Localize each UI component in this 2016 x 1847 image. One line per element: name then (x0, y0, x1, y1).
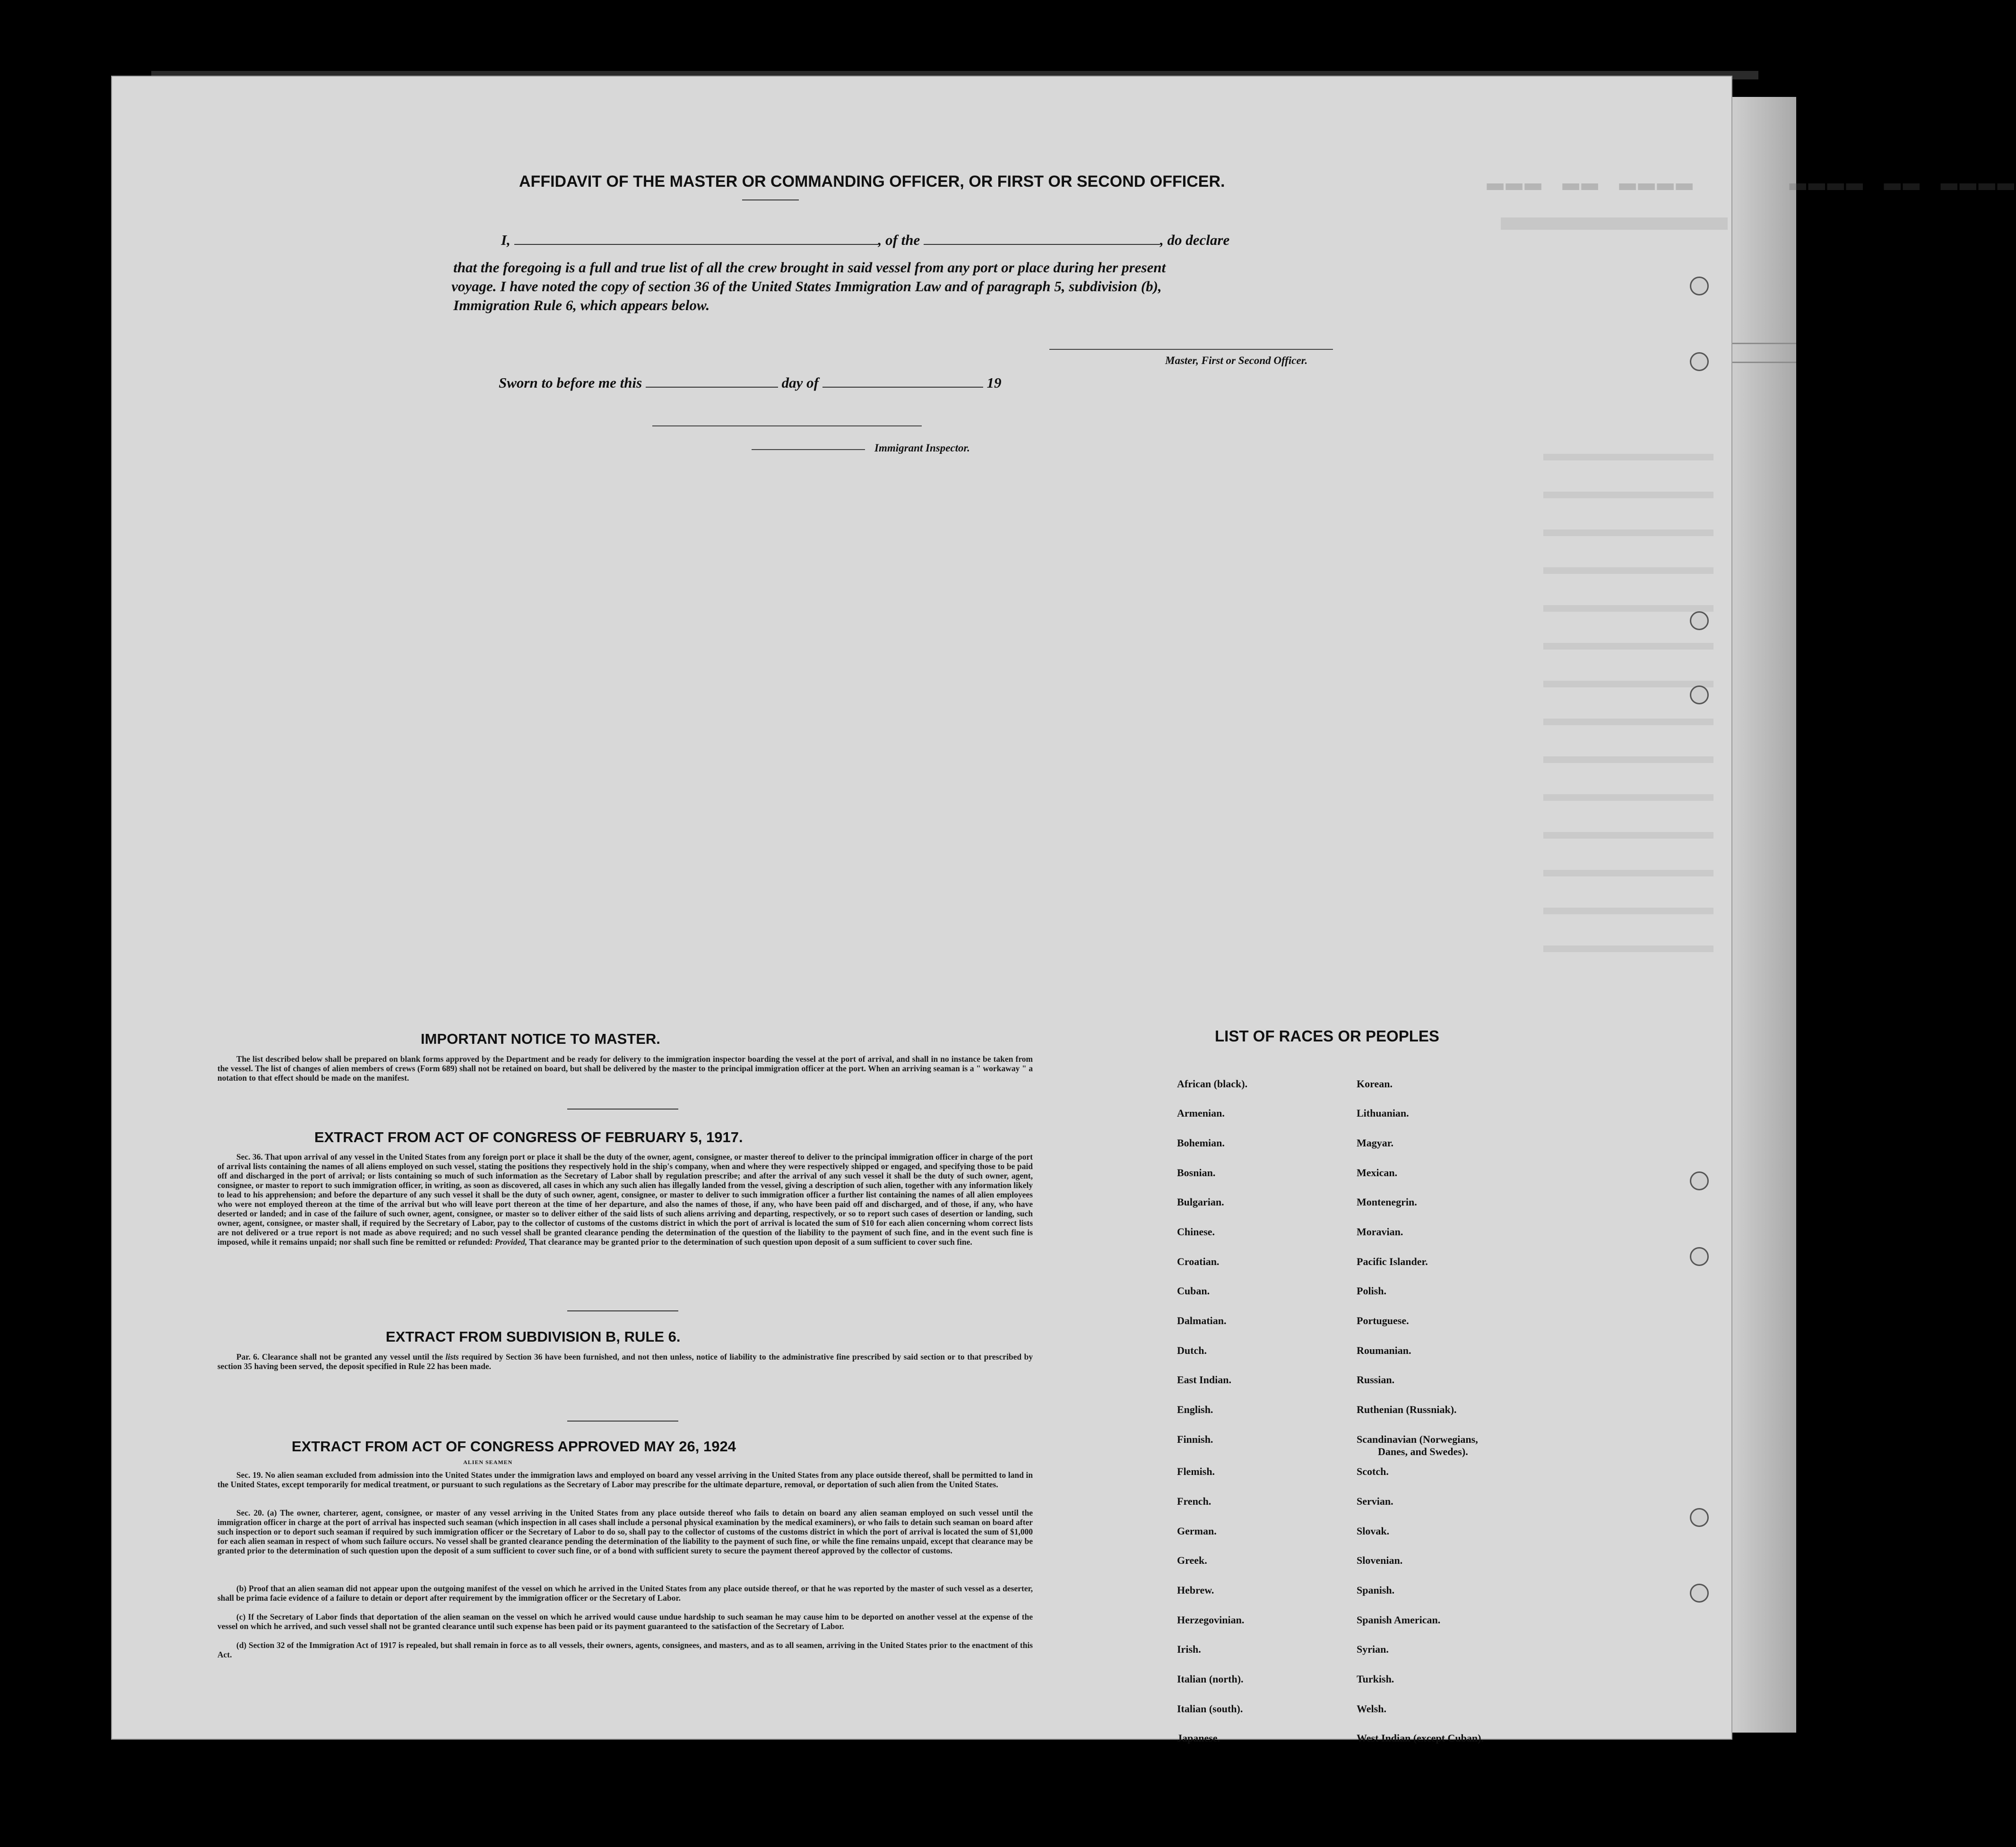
extract-1917-text (217, 1152, 1033, 1247)
bleed-through-row (1543, 454, 1713, 460)
extract-rule-6-title: EXTRACT FROM SUBDIVISION B, RULE 6. (386, 1328, 681, 1345)
bleed-through-row (1543, 908, 1713, 914)
bleed-through-row (1543, 794, 1713, 801)
race-item: Bulgarian. (1177, 1196, 1224, 1208)
extract-rule-6-text (217, 1352, 1033, 1371)
race-item: Italian (north). (1177, 1673, 1244, 1685)
race-item: Magyar. (1357, 1137, 1394, 1149)
race-item-continuation: Danes, and Swedes). (1378, 1446, 1468, 1457)
sworn-month-field[interactable] (822, 387, 983, 388)
notice-title: IMPORTANT NOTICE TO MASTER. (421, 1031, 660, 1047)
race-item: Chinese. (1177, 1226, 1215, 1238)
race-item: Cuban. (1177, 1285, 1210, 1297)
sworn-day-field[interactable] (646, 387, 778, 388)
inspector-signature-line[interactable] (752, 449, 865, 450)
race-item: Korean. (1357, 1078, 1393, 1090)
race-item: Bohemian. (1177, 1137, 1225, 1149)
race-item: African (black). (1177, 1078, 1248, 1090)
sec-20b-text: (b) Proof that an alien seaman did not appear upon the outgoing manifest of the vessel on which he arrived in the United States from any place outside thereof, or that he was reported by the master of such vessel as a deserter, shall be prima facie evidence of a failure to detain or deport after requirement by the immigration officer or the Secretary of Labor. (217, 1584, 1033, 1603)
declare-suffix: , do declare (1160, 232, 1230, 248)
race-item: Finnish. (1177, 1433, 1213, 1445)
extract-1917-body: Sec. 36. That upon arrival of any vessel in the United States from any foreign port or place it shall be the duty of the owner, agent, consignee, or master thereof to deliver to the principal immigration officer in charge of the port of arrival lists containing the names of all aliens employed on such vessel, stating the positions they respectively hold in the ship's company, when and where they were respectively shipped or engaged, and specifying those to be paid off and discharged in the port of arrival; or lists containing so much of such information as the Secretary of Labor shall by regulation prescribe; and after the arrival of any such vessel it shall be the duty of such owner, agent, consignee, or master to report to such immigration officer, in writing, as soon as discovered, all cases in which any such alien has illegally landed from the vessel, giving a description of such alien, together with any information likely to lead to his apprehension; and before the departure of any such vessel it shall be the duty of such owner, agent, consignee, or master to deliver to such immigration officer a further list containing the names of all alien employees who were not employed thereon at the time of the arrival but who will leave port thereon at the time of her departure, and also the names of those, if any, who have been paid off and discharged, and of those, if any, who have deserted or landed; and in case of the failure of such owner, agent, consignee, or master so to deliver either of the said lists of such aliens arriving and departing, respectively, or so to report such cases of desertion or landing, such owner, agent, consignee, or master shall, if required by the Secretary of Labor, pay to the collector of customs of the customs district in which the port of arrival is located the sum of $10 for each alien concerning whom correct lists are not delivered or a true report is not made as above required; and no such vessel shall be granted clearance pending the determination of the question of the liability to the payment of such fine, and in the event such fine is imposed, while it remains unpaid; nor shall such fine be remitted or refunded: (217, 1152, 1033, 1247)
bleed-through-row (1543, 756, 1713, 763)
punch-hole (1690, 1171, 1709, 1190)
punch-hole (1690, 352, 1709, 371)
extract-1924-title: EXTRACT FROM ACT OF CONGRESS APPROVED MAY 26, 1924 (292, 1438, 736, 1455)
race-item: Syrian. (1357, 1643, 1389, 1655)
race-item: Lithuanian. (1357, 1107, 1409, 1119)
race-item: Herzegovinian. (1177, 1614, 1245, 1626)
punch-hole (1690, 685, 1709, 704)
bleed-through-row (1543, 492, 1713, 498)
race-item: French. (1177, 1495, 1211, 1507)
race-item: Greek. (1177, 1554, 1207, 1566)
sworn-year: 19 (986, 374, 1002, 391)
race-item: Slovak. (1357, 1525, 1390, 1537)
affidavit-line-4: Immigration Rule 6, which appears below. (453, 297, 710, 313)
extract-rule-6-divider (567, 1421, 678, 1422)
notice-text: The list described below shall be prepared on blank forms approved by the Department and be ready for delivery to the immigration inspector boarding the vessel at the port of arrival, and shall in no instance be taken from the vessel. The list of changes of alien members of crews (Form 689) shall not be retained on board, but shall be delivered by the master to the principal immigration officer at the port. When an arriving seaman is a " workaway " a notation to that effect should be made on the manifest. (217, 1054, 1033, 1083)
race-item: Croatian. (1177, 1256, 1220, 1267)
bleed-through-row (1543, 605, 1713, 612)
race-item: Turkish. (1357, 1673, 1394, 1685)
punch-hole (1690, 1247, 1709, 1266)
race-item: Portuguese. (1357, 1315, 1409, 1327)
race-item: Ruthenian (Russniak). (1357, 1404, 1457, 1415)
race-item: Moravian. (1357, 1226, 1403, 1238)
race-item: Irish. (1177, 1643, 1201, 1655)
race-item: Montenegrin. (1357, 1196, 1417, 1208)
race-item: Russian. (1357, 1374, 1395, 1386)
extract-1917-title: EXTRACT FROM ACT OF CONGRESS OF FEBRUARY 5, 1917. (314, 1129, 743, 1145)
rule-6-lists: lists (445, 1352, 459, 1361)
race-item: Scandinavian (Norwegians, (1357, 1433, 1478, 1445)
race-item: Polish. (1357, 1285, 1386, 1297)
sec-19-text: Sec. 19. No alien seaman excluded from admission into the United States under the immigration laws and employed on board any vessel arriving in the United States from any place outside thereof, shall be permitted to land in the United States, except temporarily for medical treatment, or pursuant to such regulations as the Secretary of Labor may prescribe for the ultimate departure, removal, or deportation of such alien from the United States. (217, 1470, 1033, 1489)
extract-1917-body-end: That clearance may be granted prior to the determination of such question upon deposit of a sum sufficient to cover such fine. (529, 1237, 972, 1247)
affidavit-title: AFFIDAVIT OF THE MASTER OR COMMANDING OFFICER, OR FIRST OR SECOND OFFICER. (519, 173, 1225, 191)
bleed-through-row (1543, 567, 1713, 574)
race-item: Roumanian. (1357, 1344, 1411, 1356)
master-signature-line[interactable] (1049, 349, 1333, 350)
extract-1917-proviso: Provided, (494, 1237, 528, 1247)
sec-20c-text: (c) If the Secretary of Labor finds that deportation of the alien seaman on the vessel on which he arrived would cause undue hardship to such seaman he may cause him to be deported on another vessel at the expense of the vessel on which he arrived, and such vessel shall not be granted clearance until such expense has been paid or its payment guaranteed to the satisfaction of the Secretary of Labor. (217, 1612, 1033, 1631)
race-item: English. (1177, 1404, 1213, 1415)
bleed-through-row (1543, 643, 1713, 650)
rule-6-body: Par. 6. Clearance shall not be granted any vessel until the (236, 1352, 443, 1361)
notice-divider (567, 1109, 678, 1110)
punch-hole (1690, 611, 1709, 630)
declarant-name-field[interactable] (514, 244, 878, 245)
race-item: West Indian (except Cuban). (1357, 1732, 1484, 1744)
sec-20d-text: (d) Section 32 of the Immigration Act of 1917 is repealed, but shall remain in force as to all vessels, their owners, agents, consignees, and masters, and as to all seamen, arriving in the United States prior to the enactment of this Act. (217, 1640, 1033, 1659)
sworn-line (499, 374, 1002, 391)
bleed-through-row (1543, 529, 1713, 536)
master-signature-label: Master, First or Second Officer. (1165, 355, 1308, 366)
sworn-prefix: Sworn to before me this (499, 374, 642, 391)
race-item: German. (1177, 1525, 1217, 1537)
punch-hole (1690, 277, 1709, 295)
punch-hole (1690, 1508, 1709, 1527)
race-item: Bosnian. (1177, 1167, 1216, 1179)
races-list-title: LIST OF RACES OR PEOPLES (1215, 1027, 1439, 1045)
bleed-through-row (1543, 870, 1713, 876)
extract-1917-divider (567, 1310, 678, 1311)
inspector-label: Immigrant Inspector. (874, 442, 970, 454)
bleed-through-heading: ▬▬▬ ▬▬ ▬▬▬▬ ▬▬▬▬ ▬▬ ▬▬▬▬ (1487, 168, 2016, 200)
bleed-through-row (1543, 945, 1713, 952)
punch-hole (1690, 1584, 1709, 1603)
race-item: Servian. (1357, 1495, 1393, 1507)
race-item: Armenian. (1177, 1107, 1225, 1119)
rule-6-body-end: required by Section 36 have been furnished, and not then unless, notice of liability to the administrative fine prescribed by said section or to that prescribed by section 35 having been served, the deposit specified in Rule 22 has been made. (217, 1352, 1033, 1371)
race-item: Mexican. (1357, 1167, 1398, 1179)
sec-20a-text: Sec. 20. (a) The owner, charterer, agent, consignee, or master of any vessel arriving in the United States from any place outside thereof who fails to detain on board any alien seaman employed on such vessel until the immigration officer in charge at the port of arrival has inspected such seaman (which inspection in all cases shall include a personal physical examination by the medical examiners), or who fails to detain such seaman on board after such inspection or to deport such seaman if required by such immigration officer or the Secretary of Labor to do so, shall pay to the collector of customs of the customs district in which the port of arrival is located the sum of $1,000 for each alien seaman in respect of whom such failure occurs. No vessel shall be granted clearance pending the determination of the liability to the payment of such fine, or while the fine remains unpaid, except that clearance may be granted prior to the determination of such question upon the deposit of a sum sufficient to cover such fine, or of a bond with sufficient surety to secure the payment thereof approved by the collector of customs. (217, 1508, 1033, 1555)
race-item: Welsh. (1357, 1703, 1386, 1715)
race-item: Japanese. (1177, 1732, 1220, 1744)
inspector-top-line (652, 425, 922, 426)
race-item: Scotch. (1357, 1465, 1389, 1477)
bleed-through-row (1543, 719, 1713, 725)
vessel-name-field[interactable] (924, 244, 1160, 245)
race-item: East Indian. (1177, 1374, 1231, 1386)
race-item: Spanish. (1357, 1584, 1395, 1596)
affidavit-line-3: voyage. I have noted the copy of section 36 of the United States Immigration Law and of paragraph 5, subdivision (b), (451, 278, 1162, 295)
alien-seamen-subtitle: ALIEN SEAMEN (463, 1459, 513, 1465)
bleed-through-row (1543, 832, 1713, 839)
affidavit-declaration-line (501, 232, 1229, 249)
underlying-sheet (1730, 97, 1796, 1733)
race-item: Slovenian. (1357, 1554, 1403, 1566)
sworn-day-of: day of (781, 374, 819, 391)
title-divider (742, 199, 799, 200)
affidavit-line-2: that the foregoing is a full and true list of all the crew brought in said vessel from any port or place during her present (453, 259, 1166, 276)
race-item: Italian (south). (1177, 1703, 1243, 1715)
race-item: Pacific Islander. (1357, 1256, 1428, 1267)
race-item: Dalmatian. (1177, 1315, 1227, 1327)
vessel-connector: , of the (878, 232, 920, 248)
race-item: Flemish. (1177, 1465, 1215, 1477)
document-page (111, 76, 2016, 1744)
race-item: Spanish American. (1357, 1614, 1441, 1626)
bleed-through-row (1543, 681, 1713, 687)
declarant-prefix: I, (501, 232, 510, 248)
race-item: Dutch. (1177, 1344, 1207, 1356)
bleed-through-line (1501, 217, 1728, 230)
race-item: Hebrew. (1177, 1584, 1214, 1596)
